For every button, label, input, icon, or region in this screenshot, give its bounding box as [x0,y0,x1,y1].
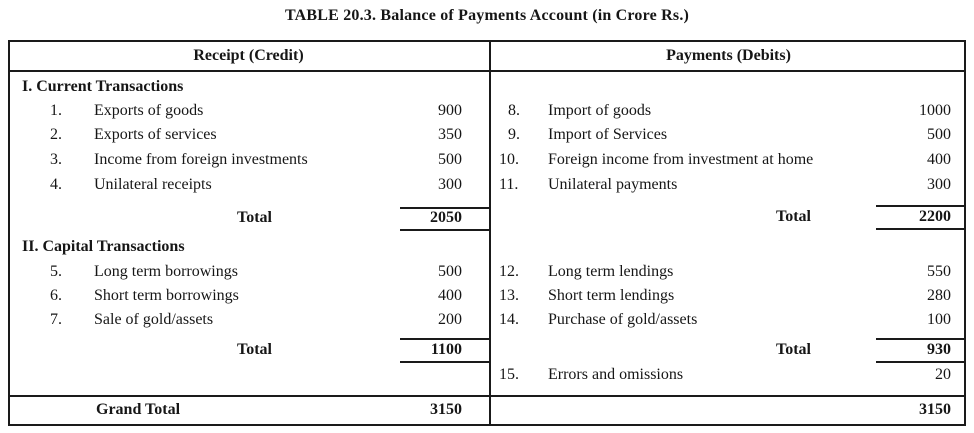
receipt-item-label: Income from foreign investments [94,151,308,168]
payments-header: Payments (Debits) [666,47,791,64]
receipt-item-label: Short term borrowings [94,287,239,304]
payments-current-total-label: Total [776,208,811,225]
payments-capital-total-value: 930 [927,341,951,358]
receipts-capital-total-value: 1100 [430,341,462,358]
payment-item-value: 550 [927,263,951,280]
table-frame [8,40,966,426]
receipt-item-label: Unilateral receipts [94,176,212,193]
payment-item-no: 15. [499,366,519,383]
payment-item-label: Import of Services [548,126,668,143]
payment-item-label: Errors and omissions [548,366,684,383]
payment-item-label: Purchase of gold/assets [548,311,698,328]
payment-item-value: 1000 [919,102,951,119]
payment-item-no: 12. [499,263,519,280]
receipt-item-label: Exports of services [94,126,217,143]
payment-item-value: 280 [927,287,951,304]
receipt-item-label: Exports of goods [94,102,204,119]
receipt-item-value: 350 [438,126,462,143]
payment-item-no: 9. [508,126,520,143]
receipt-item-no: 7. [50,311,62,328]
payment-item-label: Short term lendings [548,287,675,304]
receipt-item-no: 2. [50,126,62,143]
receipts-current-section: I. Current Transactions [22,78,184,95]
receipts-current-total-label: Total [237,209,272,226]
payment-item-value: 500 [927,126,951,143]
header-rule [8,70,966,72]
receipt-item-no: 1. [50,102,62,119]
receipt-item-no: 5. [50,263,62,280]
receipt-item-value: 500 [438,151,462,168]
receipt-item-value: 400 [438,287,462,304]
receipt-item-no: 3. [50,151,62,168]
payments-capital-total-rule-bottom [876,361,966,363]
receipt-item-label: Long term borrowings [94,263,238,280]
receipts-capital-total-label: Total [237,341,272,358]
payment-item-label: Unilateral payments [548,176,678,193]
receipts-header: Receipt (Credit) [193,47,304,64]
payments-capital-total-label: Total [776,341,811,358]
receipts-capital-section: II. Capital Transactions [22,238,185,255]
payment-item-no: 8. [508,102,520,119]
payment-item-label: Import of goods [548,102,652,119]
payment-item-no: 11. [499,176,519,193]
payment-item-no: 10. [499,151,519,168]
receipts-current-total-value: 2050 [430,209,462,226]
table-title: TABLE 20.3. Balance of Payments Account (in Crore Rs.) [284,7,690,24]
receipt-item-no: 6. [50,287,62,304]
column-divider [489,40,491,426]
receipts-current-total-rule-bottom [400,229,489,231]
payments-grand-total-value: 3150 [919,401,951,418]
receipt-item-value: 500 [438,263,462,280]
payment-item-no: 13. [499,287,519,304]
payment-item-no: 14. [499,311,519,328]
payments-current-total-rule-bottom [876,228,966,230]
receipts-capital-total-rule-bottom [400,361,489,363]
receipt-item-value: 900 [438,102,462,119]
payment-item-label: Long term lendings [548,263,674,280]
payment-item-value: 20 [935,366,951,383]
payment-item-value: 300 [927,176,951,193]
payment-item-value: 400 [927,151,951,168]
receipt-item-value: 200 [438,311,462,328]
receipts-grand-total-label: Grand Total [96,401,181,418]
grand-total-rule [8,395,966,397]
payment-item-label: Foreign income from investment at home [548,151,814,168]
payments-current-total-value: 2200 [919,208,951,225]
receipts-grand-total-value: 3150 [430,401,462,418]
receipt-item-value: 300 [438,176,462,193]
receipt-item-label: Sale of gold/assets [94,311,214,328]
receipt-item-no: 4. [50,176,62,193]
payment-item-value: 100 [927,311,951,328]
